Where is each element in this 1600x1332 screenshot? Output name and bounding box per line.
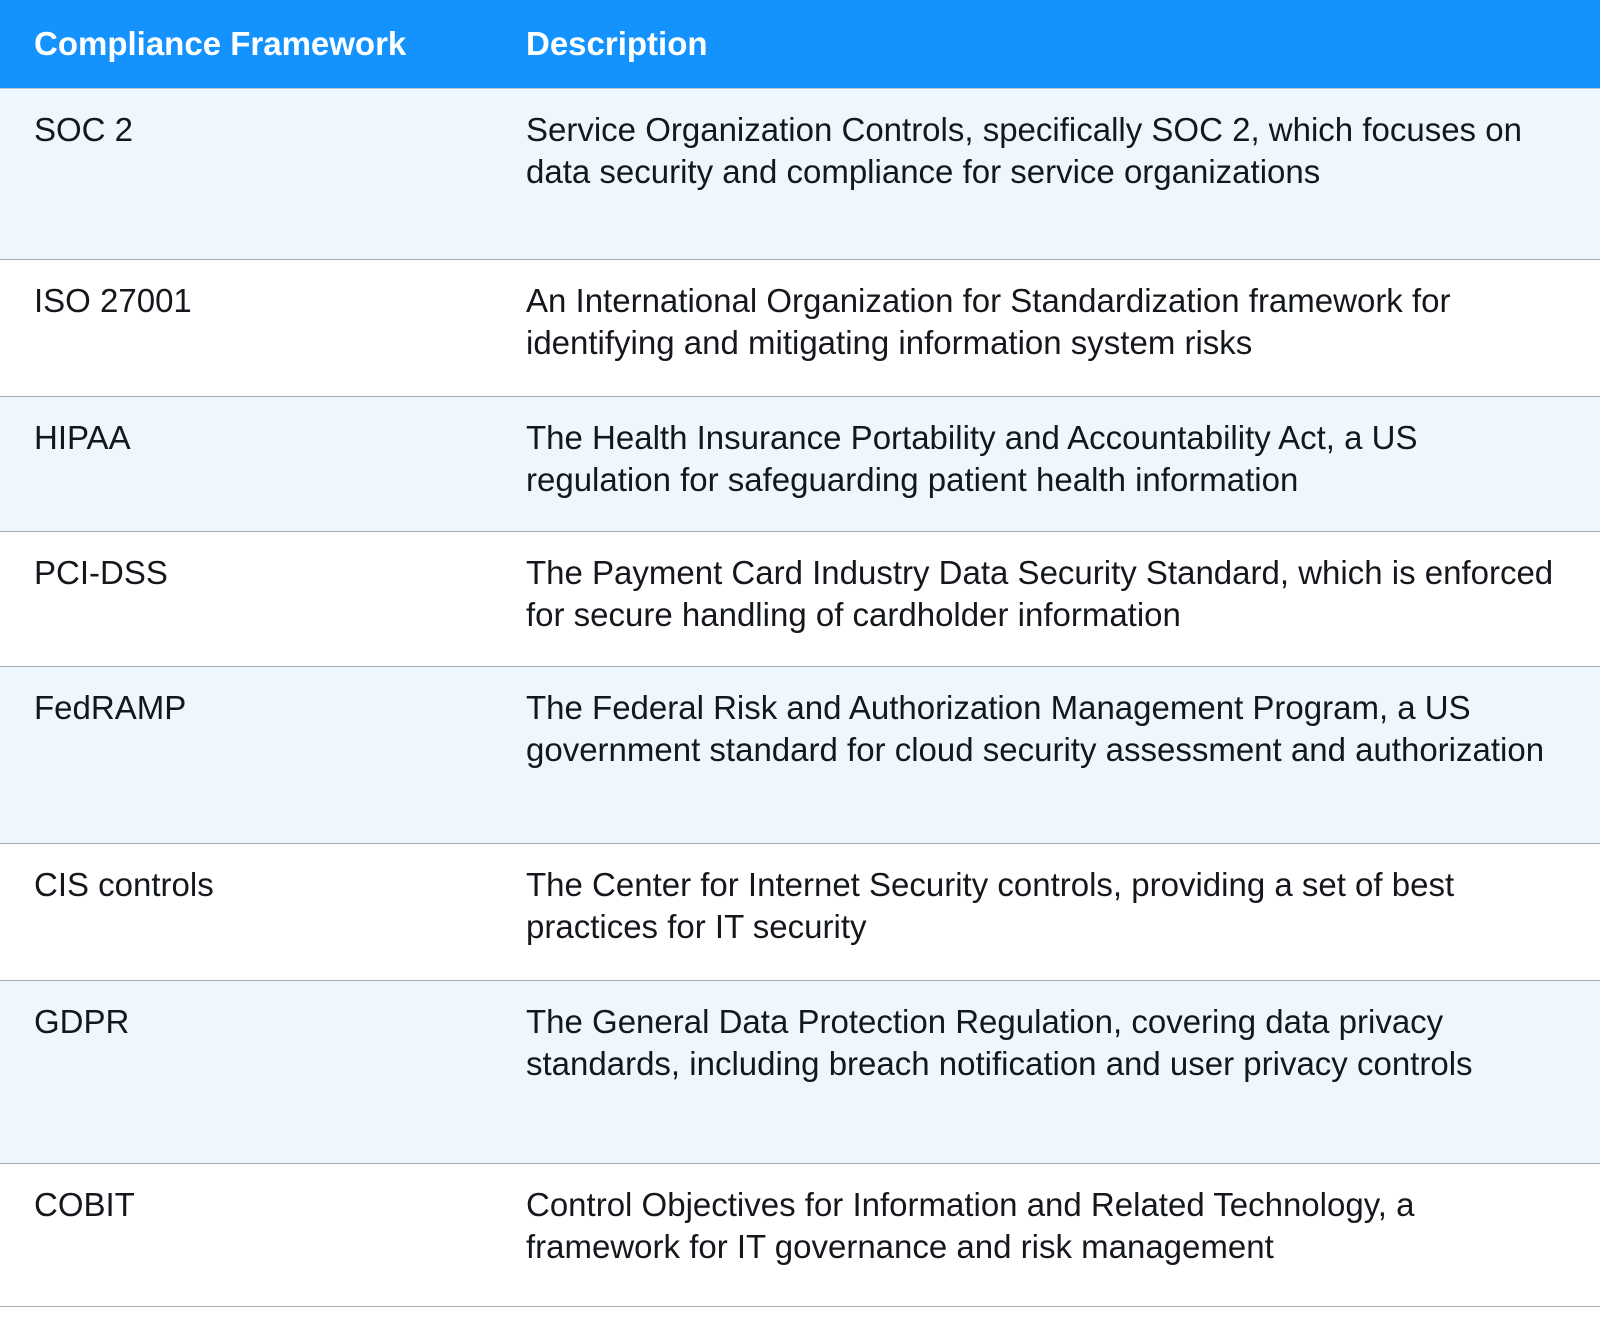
framework-name: COBIT	[0, 1163, 526, 1306]
framework-name: ISO 27001	[0, 259, 526, 396]
framework-description: The Payment Card Industry Data Security Standard, which is enforced for secure handling of cardholder information	[526, 531, 1600, 666]
header-compliance-framework: Compliance Framework	[0, 0, 526, 88]
framework-description: The Health Insurance Portability and Accountability Act, a US regulation for safeguarding patient health information	[526, 396, 1600, 531]
table-body	[0, 88, 1600, 1306]
framework-name: HIPAA	[0, 396, 526, 531]
table-row	[0, 843, 1600, 980]
framework-name: SOC 2	[0, 88, 526, 259]
table-row	[0, 396, 1600, 531]
framework-name: PCI-DSS	[0, 531, 526, 666]
framework-name: GDPR	[0, 980, 526, 1163]
table-row	[0, 88, 1600, 259]
table-header	[0, 0, 1600, 88]
framework-description: Control Objectives for Information and Related Technology, a framework for IT governance and risk management	[526, 1163, 1600, 1306]
framework-name: CIS controls	[0, 843, 526, 980]
table-row	[0, 980, 1600, 1163]
table-row	[0, 259, 1600, 396]
table-row	[0, 531, 1600, 666]
header-row	[0, 0, 1600, 88]
framework-description: Service Organization Controls, specifically SOC 2, which focuses on data security and compliance for service organizations	[526, 88, 1600, 259]
framework-description: The General Data Protection Regulation, covering data privacy standards, including breach notification and user privacy controls	[526, 980, 1600, 1163]
table-row	[0, 666, 1600, 843]
framework-description: The Center for Internet Security controls, providing a set of best practices for IT security	[526, 843, 1600, 980]
table-row	[0, 1163, 1600, 1306]
framework-name: FedRAMP	[0, 666, 526, 843]
framework-description: An International Organization for Standardization framework for identifying and mitigating information system risks	[526, 259, 1600, 396]
framework-description: The Federal Risk and Authorization Management Program, a US government standard for cloud security assessment and authorization	[526, 666, 1600, 843]
header-description: Description	[526, 0, 1600, 88]
